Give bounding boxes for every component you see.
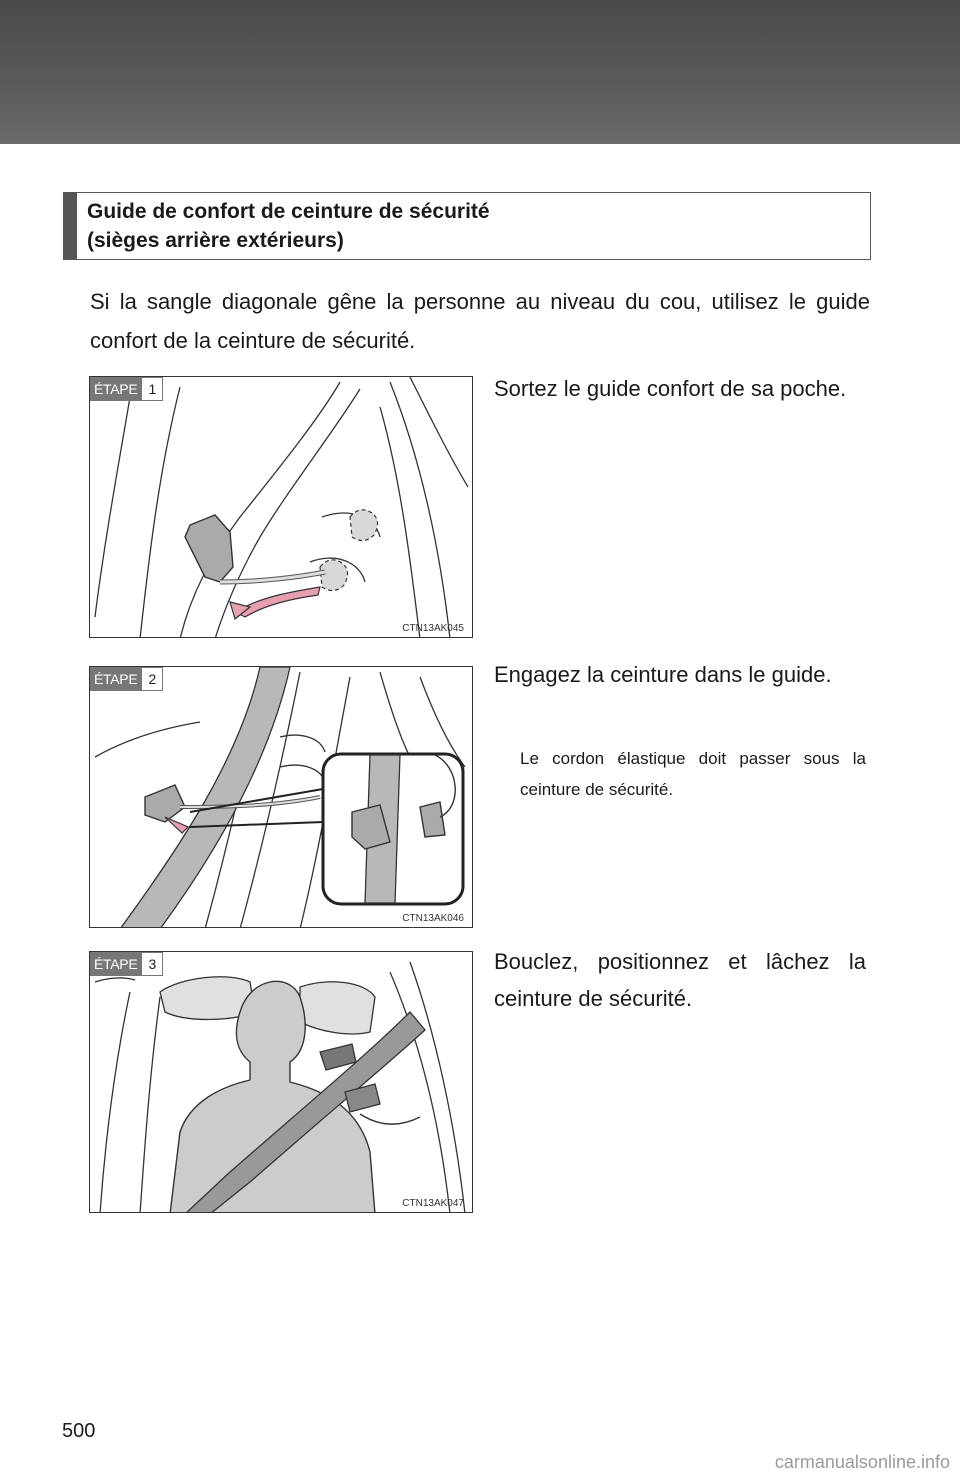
step-badge-number: 3 bbox=[141, 952, 163, 976]
intro-paragraph: Si la sangle diagonale gêne la personne au niveau du cou, utilisez le guide confort de la ceinture de sécurité. bbox=[90, 289, 870, 353]
step-badge-1 bbox=[90, 377, 163, 401]
step-2-note: Le cordon élastique doit passer sous la ceinture de sécurité. bbox=[520, 749, 866, 799]
figure-code-3: CTN13AK047 bbox=[402, 1198, 464, 1209]
illustration-step-3 bbox=[90, 952, 473, 1213]
figure-code-1: CTN13AK045 bbox=[402, 623, 464, 634]
step-1-text: Sortez le guide confort de sa poche. bbox=[494, 376, 847, 401]
figure-code-2: CTN13AK046 bbox=[402, 913, 464, 924]
figure-step-3 bbox=[89, 951, 473, 1213]
figure-step-2 bbox=[89, 666, 473, 928]
step-badge-number: 2 bbox=[141, 667, 163, 691]
section-header-bar bbox=[64, 193, 77, 259]
step-3-text: Bouclez, positionnez et lâchez la ceinture de sécurité. bbox=[494, 949, 866, 1011]
section-title-line2: (sièges arrière extérieurs) bbox=[87, 229, 344, 252]
illustration-step-2 bbox=[90, 667, 473, 928]
step-badge-3 bbox=[90, 952, 163, 976]
watermark[interactable]: carmanualsonline.info bbox=[774, 1452, 950, 1472]
step-badge-number: 1 bbox=[141, 377, 163, 401]
top-band bbox=[0, 0, 960, 144]
step-badge-2 bbox=[90, 667, 163, 691]
section-title-line1: Guide de confort de ceinture de sécurité bbox=[87, 200, 490, 223]
section-header bbox=[63, 192, 871, 260]
step-badge-word: ÉTAPE bbox=[90, 952, 141, 976]
illustration-step-1 bbox=[90, 377, 473, 638]
figure-step-1 bbox=[89, 376, 473, 638]
step-badge-word: ÉTAPE bbox=[90, 377, 141, 401]
step-2-text: Engagez la ceinture dans le guide. bbox=[494, 662, 832, 687]
page-number: 500 bbox=[62, 1420, 96, 1442]
section-title bbox=[87, 197, 490, 255]
step-badge-word: ÉTAPE bbox=[90, 667, 141, 691]
